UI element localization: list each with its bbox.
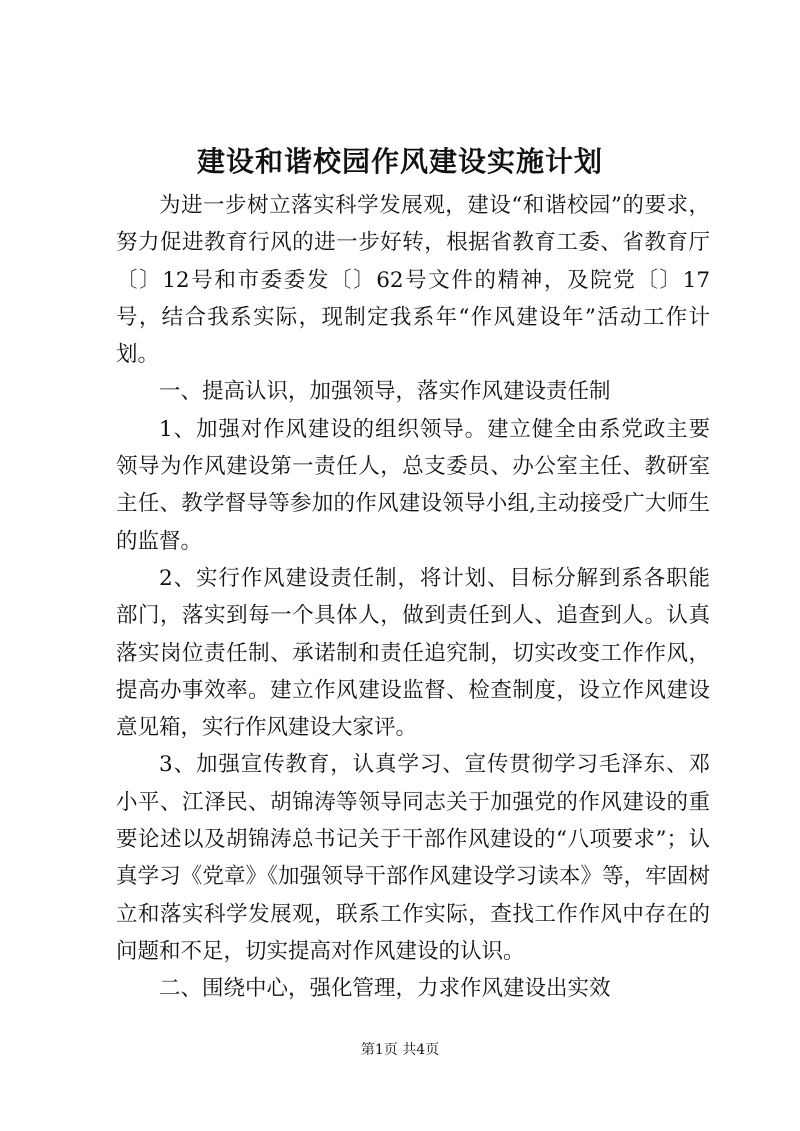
paragraph-item-1: 1、加强对作风建设的组织领导。建立健全由系党政主要领导为作风建设第一责任人，总支委员、办公室主任、教研室主任、教学督导等参加的作风建设领导小组,主动接受广大师生的监督。 <box>116 416 710 554</box>
document-title: 建设和谐校园作风建设实施计划 <box>196 145 603 178</box>
section-heading-1: 一、提高认识，加强领导，落实作风建设责任制 <box>159 379 611 405</box>
intro-paragraph: 为进一步树立落实科学发展观，建设“和谐校园”的要求，努力促进教育行风的进一步好转，根据省教育工委、省教育厅〔〕12号和市委委发〔〕62号文件的精神，及院党〔〕17号，结合我系实际，现制定我系年“作风建设年”活动工作计划。 <box>116 193 710 368</box>
section-heading-2: 二、围绕中心，强化管理，力求作风建设出实效 <box>159 976 611 1002</box>
page-number-footer: 第1页 共4页 <box>360 1042 440 1058</box>
paragraph-item-3: 3、加强宣传教育，认真学习、宣传贯彻学习毛泽东、邓小平、江泽民、胡锦涛等领导同志关于加强党的作风建设的重要论述以及胡锦涛总书记关于干部作风建设的“八项要求”；认真学习《党章》《加强领导干部作风建设学习读本》等，牢固树立和落实科学发展观，联系工作实际，查找工作作风中存在的问题和不足，切实提高对作风建设的认识。 <box>116 752 710 964</box>
document-body <box>116 187 710 1008</box>
paragraph-item-2: 2、实行作风建设责任制，将计划、目标分解到系各职能部门，落实到每一个具体人，做到责任到人、追查到人。认真落实岗位责任制、承诺制和责任追究制，切实改变工作作风，提高办事效率。建立作风建设监督、检查制度，设立作风建设意见箱，实行作风建设大家评。 <box>116 565 710 741</box>
